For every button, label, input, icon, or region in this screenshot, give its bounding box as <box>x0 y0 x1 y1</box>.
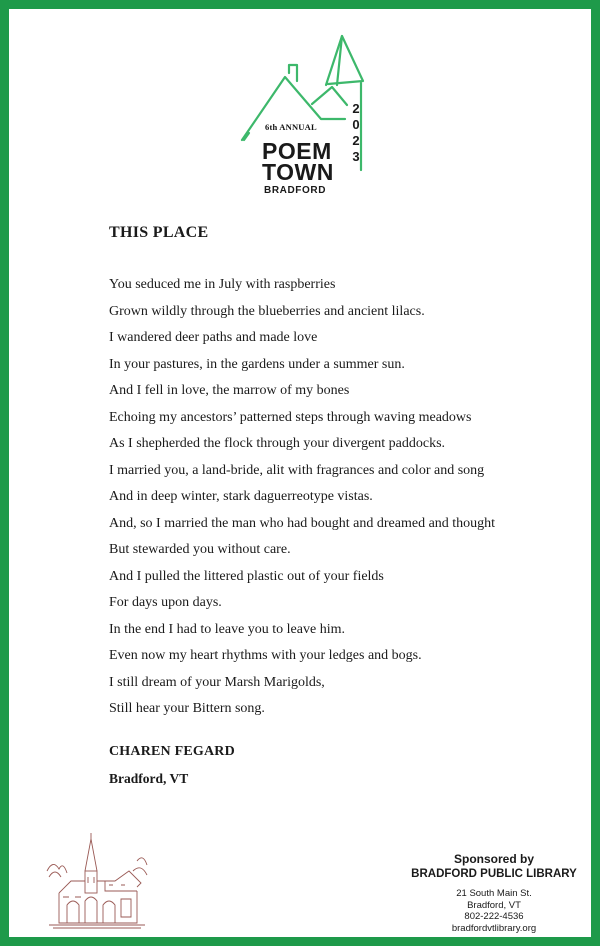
poem-line: In your pastures, in the gardens under a summer sun. <box>109 356 405 372</box>
poem-line: And I fell in love, the marrow of my bones <box>109 383 350 398</box>
poem-line: I wandered deer paths and made love <box>109 330 318 345</box>
sponsor-city: Bradford, VT <box>467 899 521 911</box>
poem-line: And in deep winter, stark daguerreotype vistas. <box>109 489 373 504</box>
year-digit: 2 <box>352 133 360 148</box>
logo-word-poem: POEM <box>262 138 332 164</box>
poem-line: I still dream of your Marsh Marigolds, <box>109 674 325 690</box>
author-location: Bradford, VT <box>109 771 189 786</box>
year-digit: 0 <box>352 117 360 132</box>
library-building-icon <box>45 831 149 931</box>
poem-line: I married you, a land-bride, alit with fragrances and color and song <box>109 462 485 478</box>
logo-year <box>350 101 362 165</box>
sponsor-name: BRADFORD PUBLIC LIBRARY <box>411 868 577 880</box>
poem-line: You seduced me in July with raspberries <box>109 277 336 292</box>
poem-town-logo <box>237 33 377 209</box>
poem-line: And, so I married the man who had bought and dreamed and thought <box>109 515 496 531</box>
library-building-illustration <box>45 831 149 931</box>
poem-body <box>109 272 559 723</box>
poem-line: Still hear your Bittern song. <box>109 701 265 716</box>
sponsor-label: Sponsored by <box>453 852 534 866</box>
year-digit: 3 <box>352 149 360 164</box>
poem-line: And I pulled the littered plastic out of your fields <box>109 568 384 584</box>
logo-town-name: BRADFORD <box>264 185 327 196</box>
poem-line: But stewarded you without care. <box>109 542 291 557</box>
poem-line: Grown wildly through the blueberries and ancient lilacs. <box>109 303 425 319</box>
sponsor-website: bradfordvtlibrary.org <box>451 922 537 934</box>
poem-line: In the end I had to leave you to leave him. <box>109 621 345 637</box>
poem-line: Even now my heart rhythms with your ledges and bogs. <box>109 648 422 663</box>
logo-word-town: TOWN <box>262 159 334 185</box>
author-name: CHAREN FEGARD <box>109 744 235 759</box>
poem-line: Echoing my ancestors’ patterned steps through waving meadows <box>109 409 472 425</box>
sponsor-block <box>409 852 579 934</box>
sponsor-phone: 802-222-4536 <box>464 911 524 922</box>
edition-label: 6th ANNUAL <box>265 122 317 132</box>
year-digit: 2 <box>352 101 360 116</box>
poem-title: THIS PLACE <box>109 224 209 241</box>
sponsor-street: 21 South Main St. <box>456 888 532 899</box>
poem-line: As I shepherded the flock through your divergent paddocks. <box>109 436 446 451</box>
poem-line: For days upon days. <box>109 595 222 610</box>
